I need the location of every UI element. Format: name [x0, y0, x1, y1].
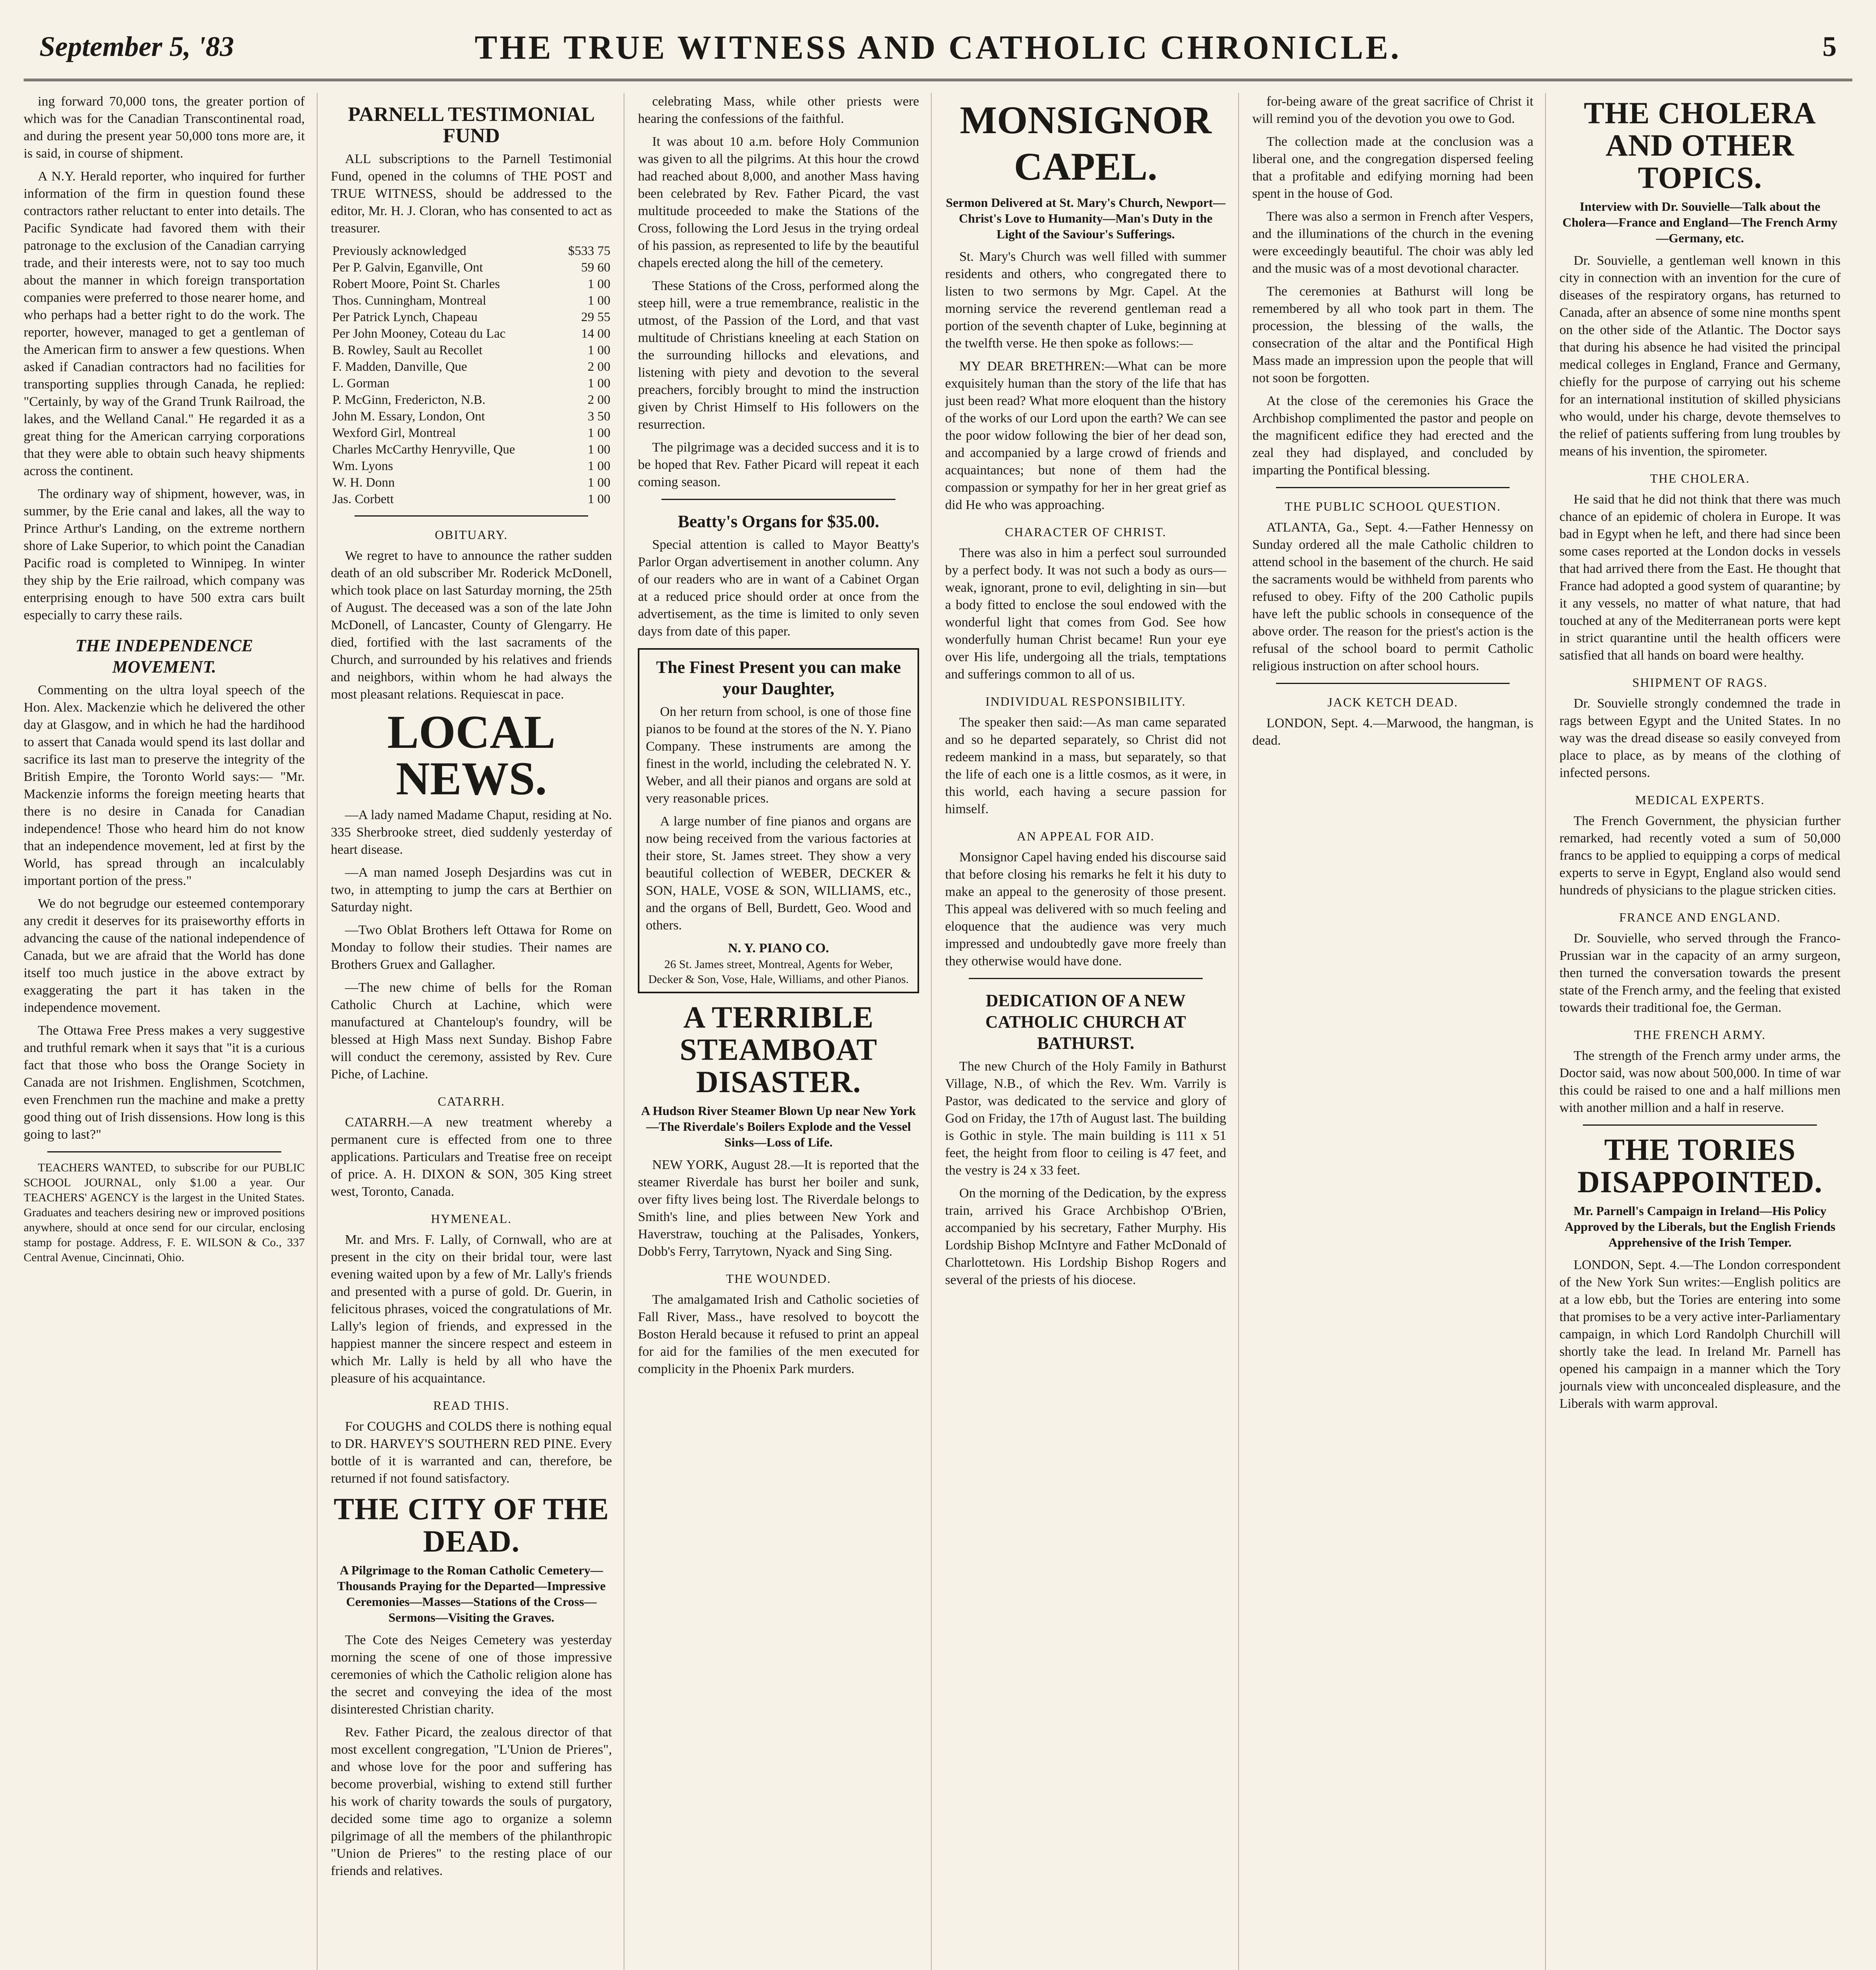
article-paragraph: The Ottawa Free Press makes a very suggestive and truthful remark when it says that "it is a curious fact that those who boss the Orange Society in Canada are not Irishmen. Englishmen, Scotchmen, even Frenchmen run the machine and make a pretty good thing out of Irish dissensions. How long is this going to last?" [24, 1023, 305, 1142]
article-paragraph: On her return from school, is one of those fine pianos to be found at the stores of the N. Y. Piano Company. These instruments are among the finest in the world, including the celebrated N. Y. Weber, and all their pianos and organs are sold at very reasonable prices. [646, 704, 912, 806]
subheading: INDIVIDUAL RESPONSIBILITY. [985, 694, 1186, 708]
article-paragraph: The amalgamated Irish and Catholic societies of Fall River, Mass., have resolved to boycott the Boston Herald because it refused to print an appeal for aid for the families of the men executed for complicity in the Phoenix Park murders. [638, 1292, 919, 1376]
dedication-heading: DEDICATION OF A NEW CATHOLIC CHURCH AT BATHURST. [985, 991, 1186, 1053]
subscription-amount: 3 50 [587, 409, 611, 424]
article-paragraph: LONDON, Sept. 4.—The London correspondent of the New York Sun writes:—English politics are at a low ebb, but the Tories are entering into some that promises to be a very active inter-Parliamentary campaign, in which Lord Randolph Churchill will shortly take the lead. In Ireland Mr. Parnell has opened his campaign in a manner which the Tory journals view with unconcealed displeasure, and the Liberals with warm approval. [1559, 1258, 1841, 1411]
ledger-row [331, 375, 612, 392]
article-paragraph: There was also in him a perfect soul surrounded by a perfect body. It was not such a body as ours—weak, ignorant, prone to evil, delighting in sin—but a body fitted to enclose the soul endowed with the wonderful light that comes from God. See how wonderfully human Christ became! Run your eye over His life, undergoing all the trials, temptations and sufferings common to all of us. [945, 546, 1226, 682]
catarrh-heading: CATARRH. [438, 1094, 505, 1108]
ledger-row [331, 342, 612, 359]
divider [1276, 487, 1510, 488]
obituary-heading: OBITUARY. [435, 528, 508, 542]
article-paragraph: —A man named Joseph Desjardins was cut in two, in attempting to jump the cars at Berthier on Saturday night. [331, 865, 612, 914]
article-paragraph: The ordinary way of shipment, however, was, in summer, by the Erie canal and lakes, all the way to Prince Arthur's Landing, on the extreme northern shore of Lake Superior, to which point the Canadian Pacific road is completed to Winnipeg. In winter they ship by the Erie railroad, which company was enterprising enough to have 500 extra cars built especially to carry these rails. [24, 487, 305, 623]
subscription-ledger [331, 243, 612, 507]
article-paragraph: Dr. Souvielle, a gentleman well known in this city in connection with an invention for the cure of diseases of the respiratory organs, has returned to Canada, after an absence of some nine months spent on the other side of the Atlantic. The Doctor says that during his absence he had visited the principal medical colleges in England, France and Germany, chiefly for the purpose of carrying out his scheme for an international institution of skilled physicians who would, under his charge, devote themselves to the relief of patients suffering from lung troubles by means of his invention, the spirometer. [1559, 253, 1841, 459]
subscriber-name: John M. Essary, London, Ont [332, 409, 485, 424]
article-paragraph: MY DEAR BRETHREN:—What can be more exquisitely human than the story of the life that has just been read? What more eloquent than the history of the works of our Lord upon the earth? We can see the poor widow following the bier of her dead son, and accompanied by a large crowd of friends and acquaintances; but none of them had the compassion or sympathy for her in her great grief as did He who was approaching. [945, 359, 1226, 512]
ledger-row [331, 259, 612, 276]
subscription-amount: 2 00 [587, 393, 611, 407]
city-of-dead-heading: THE CITY OF THE DEAD. [333, 1492, 609, 1558]
article-paragraph: —The new chime of bells for the Roman Catholic Church at Lachine, which were manufactured at Chanteloup's foundry, will be blessed at High Mass next Sunday. Bishop Fabre will conduct the ceremony, assisted by Rev. Cure Piche, of Lachine. [331, 980, 612, 1082]
article-paragraph: On the morning of the Dedication, by the express train, arrived his Grace Archbishop O'Brien, accompanied by his secretary, Father Murphy. His Lordship Bishop McIntyre and Father McDonald of Charlottetown. His Lordship Bishop Rogers and several of the priests of his diocese. [945, 1186, 1226, 1287]
article-paragraph: The new Church of the Holy Family in Bathurst Village, N.B., of which the Rev. Wm. Varrily is Pastor, was dedicated to the service and glory of God on Friday, the 17th of August last. The building is Gothic in style. The main building is 111 x 51 feet, the height from floor to ceiling is 47 feet, and the vestry is 24 x 33 feet. [945, 1059, 1226, 1178]
subheading: MEDICAL EXPERTS. [1635, 793, 1765, 807]
subscriber-name: Wm. Lyons [332, 459, 393, 473]
subheading: AN APPEAL FOR AID. [1017, 829, 1155, 843]
subscription-amount: 1 00 [587, 459, 611, 473]
ledger-row [331, 392, 612, 408]
subheading: CHARACTER OF CHRIST. [1005, 525, 1166, 539]
columns [24, 93, 1852, 1970]
subscription-amount: 1 00 [587, 442, 611, 457]
article-paragraph: The speaker then said:—As man came separated and so he departed separately, so Christ did not redeem mankind in a mass, but separately, so that the life of each one is a little cosmos, as it were, in this world, each having a secure passion for himself. [945, 715, 1226, 816]
article-paragraph: Monsignor Capel having ended his discourse said that before closing his remarks he felt it his duty to make an appeal to the generosity of those present. This appeal was delivered with so much feeling and eloquence that the audience was very much impressed and undoubtedly gave more freely than they otherwise would have done. [945, 850, 1226, 968]
article-paragraph: A large number of fine pianos and organs are now being received from the various factories at their store, St. James street. They show a very beautiful collection of WEBER, DECKER & SON, HALE, VOSE & SON, WILLIAMS, etc., and the organs of Bell, Burdett, Geo. Wood and others. [646, 814, 912, 933]
subscriber-name: Charles McCarthy Henryville, Que [332, 442, 515, 457]
subscription-amount: 1 00 [587, 376, 611, 390]
subheading: THE FRENCH ARMY. [1634, 1028, 1766, 1042]
divider [661, 499, 895, 500]
article-paragraph: We regret to have to announce the rather sudden death of an old subscriber Mr. Roderick McDonell, which took place on last Saturday morning, the 25th of August. The deceased was a son of the late John McDonell, of Lancaster, County of Glengarry. He died, fortified with the last sacraments of the Church, and surrounded by his relatives and friends and neighbors, within whom he had always the most pleasant relations. Requiescat in pace. [331, 548, 612, 702]
ledger-row [331, 408, 612, 425]
article-paragraph: Mr. and Mrs. F. Lally, of Cornwall, who are at present in the city on their bridal tour, were last evening waited upon by a few of Mr. Lally's friends and presented with a purse of gold. Dr. Guerin, in felicitous phrases, voiced the congratulations of Mr. Lally's legion of friends, and expressed in the happiest manner the sincere respect and esteem in which Mr. Lally is held by all who have the pleasure of his acquaintance. [331, 1232, 612, 1386]
subscriber-name: Per Patrick Lynch, Chapeau [332, 310, 478, 324]
subscription-amount: 1 00 [587, 277, 611, 291]
article-paragraph: There was also a sermon in French after Vespers, and the illuminations of the church in the evening were exceedingly beautiful. The choir was ably led and the music was of a most devotional character. [1252, 209, 1534, 276]
jack-ketch-heading: JACK KETCH DEAD. [1327, 695, 1458, 709]
local-news-heading: LOCAL NEWS. [387, 706, 555, 805]
column-3 [638, 93, 932, 1970]
divider [1583, 1124, 1817, 1126]
tories-deck: Mr. Parnell's Campaign in Ireland—His Policy Approved by the Liberals, but the English Friends Apprehensive of the Irish Temper. [1564, 1204, 1835, 1249]
tories-heading: THE TORIES DISAPPOINTED. [1577, 1132, 1823, 1199]
divider [47, 1151, 281, 1152]
article-paragraph: These Stations of the Cross, performed along the steep hill, were a true remembrance, realistic in the utmost, of the Passion of the Lord, and that vast multitude of Christians kneeling at each Station on the surrounding hillocks and elevations, and listening with piety and devotion to the several preachers, forcibly brought to mind the instruction given by Christ Himself to His followers on the resurrection. [638, 279, 919, 432]
subscription-amount: 29 55 [581, 310, 611, 324]
article-paragraph: The Cote des Neiges Cemetery was yesterday morning the scene of one of those impressive ceremonies of which the Catholic religion alone has the secret and conveying the idea of the most disinterested Christian charity. [331, 1633, 612, 1717]
article-paragraph: A N.Y. Herald reporter, who inquired for further information of the firm in question found these contractors rather reluctant to enter into details. The Pacific Syndicate had favored them with their patronage to the exclusion of the Canadian carrying trade, and their interests were, not to say too much about the manner in which foreign transportation companies were preferred to those nearer home, and who perhaps had a better right to do the work. The reporter, however, managed to get a gentleman of the American firm to answer a few questions. When asked if Canadian contractors had no facilities for transporting supplies through Canada, he replied: "Certainly, by way of the Grand Trunk Railroad, the lakes, and the Welland Canal." He regarded it as a great thing for the American carrying corporations that they were able to obtain such heavy shipments across the continent. [24, 169, 305, 478]
teachers-advertisement: TEACHERS WANTED, to subscribe for our PUBLIC SCHOOL JOURNAL, only $1.00 a year. Our TEACHERS' AGENCY is the largest in the United States. Graduates and teachers desiring new or improved positions anywhere, should at once send for our circular, enclosing stamp for postage. Address, F. E. WILSON & Co., 337 Central Avenue, Cincinnati, Ohio. [24, 1161, 305, 1264]
article-paragraph: ALL subscriptions to the Parnell Testimonial Fund, opened in the columns of THE POST and TRUE WITNESS, should be addressed to the editor, Mr. H. J. Cloran, who has consented to act as treasurer. [331, 152, 612, 236]
subscription-amount: 1 00 [587, 476, 611, 490]
subscription-amount: 14 00 [581, 327, 611, 341]
article-paragraph: LONDON, Sept. 4.—Marwood, the hangman, is dead. [1252, 716, 1534, 748]
article-paragraph: —Two Oblat Brothers left Ottawa for Rome on Monday to follow their studies. Their names are Brothers Gruex and Gallagher. [331, 923, 612, 972]
article-paragraph: ing forward 70,000 tons, the greater portion of which was for the Canadian Transcontinental road, and during the present year 50,000 tons more are, it is said, in course of shipment. [24, 94, 305, 161]
article-paragraph: St. Mary's Church was well filled with summer residents and others, who congregated there to listen to two sermons by Mgr. Capel. At the morning service the reverend gentleman read a portion of the seventh chapter of Luke, beginning at the twelfth verse. He then spoke as follows:— [945, 249, 1226, 351]
ledger-row [331, 474, 612, 491]
ledger-row [331, 276, 612, 292]
article-paragraph: The ceremonies at Bathurst will long be remembered by all who took part in them. The procession, the blessing of the walls, the consecration of the altar and the Pontifical High Mass made an impression upon the people that will not soon be forgotten. [1252, 284, 1534, 385]
subscription-amount: 1 00 [587, 294, 611, 308]
article-paragraph: Dr. Souvielle strongly condemned the trade in rags between Egypt and the United States. In no way was the dread disease so easily conveyed from place to place, as by means of the clothing of infected persons. [1559, 696, 1841, 780]
article-paragraph: We do not begrudge our esteemed contemporary any credit it deserves for its praiseworthy efforts in advancing the cause of the national independence of Canada, but we are afraid that the World has done itself too much justice in the above extract by exaggerating the part it has taken in the independence movement. [24, 896, 305, 1015]
article-paragraph: He said that he did not think that there was much chance of an epidemic of cholera in Europe. It was bad in Egypt when he left, and there had since been some cases reported at the London docks in vessels that had arrived there from the East. He thought that France had adopted a good system of quarantine; by it any vessels, no matter of what nature, that had touched at any of the Mediterranean ports were kept in strict quarantine until the health officers were satisfied that all hands on board were healthy. [1559, 492, 1841, 663]
divider [969, 978, 1203, 979]
page-number: 5 [1822, 31, 1837, 62]
ledger-row [331, 309, 612, 325]
article-paragraph: NEW YORK, August 28.—It is reported that the steamer Riverdale has burst her boiler and sunk, over fifty lives being lost. The Riverdale belongs to Smith's line, and plies between New York and Haverstraw, touching at the Palisades, Yonkers, Dobb's Ferry, Tarrytown, Nyack and Sing Sing. [638, 1158, 919, 1259]
subscription-amount: 1 00 [587, 492, 611, 506]
subscriber-name: P. McGinn, Fredericton, N.B. [332, 393, 486, 407]
section-heading: THE INDEPENDENCE MOVEMENT. [75, 636, 253, 676]
subscription-amount: 59 60 [581, 260, 611, 275]
article-paragraph: For COUGHS and COLDS there is nothing equal to DR. HARVEY'S SOUTHERN RED PINE. Every bottle of it is warranted and can, therefore, be returned if not found satisfactory. [331, 1419, 612, 1486]
subscription-amount: 1 00 [587, 343, 611, 357]
article-paragraph: At the close of the ceremonies his Grace the Archbishop complimented the pastor and people on the magnificent edifice they had erected and the zeal they had displayed, and concluded by imparting the Pontifical blessing. [1252, 394, 1534, 478]
public-school-heading: THE PUBLIC SCHOOL QUESTION. [1285, 499, 1501, 513]
article-paragraph: ATLANTA, Ga., Sept. 4.—Father Hennessy on Sunday ordered all the male Catholic children to attend school in the basement of the church. He said the sacraments would be withheld from parents who refused to obey. Fifty of the 200 Catholic pupils have left the public schools in consequence of the above order. The reason for the priest's action is the refusal of the school board to permit Catholic religious instruction on after school hours. [1252, 520, 1534, 673]
article-paragraph: Rev. Father Picard, the zealous director of that most excellent congregation, "L'Union de Prieres", and whose love for the poor and suffering has become proverbial, wishing to extend still further his work of charity towards the souls of purgatory, decided some time ago to organize a solemn pilgrimage of all the members of the philanthropic "Union de Prieres" to the resting place of our friends and relatives. [331, 1725, 612, 1878]
article-paragraph: The French Government, the physician further remarked, had recently voted a sum of 50,000 francs to be applied to equipping a corps of medical experts to serve in Egypt, England also would send hundreds of physicians to the plague stricken cities. [1559, 814, 1841, 898]
subscriber-name: Robert Moore, Point St. Charles [332, 277, 500, 291]
article-paragraph: Special attention is called to Mayor Beatty's Parlor Organ advertisement in another column. Any of our readers who are in want of a Cabinet Organ at a reduced price should order at once from the advertisement, as the time is limited to only seven days from date of this paper. [638, 537, 919, 639]
column-5 [1252, 93, 1546, 1970]
article-paragraph: celebrating Mass, while other priests were hearing the confessions of the faithful. [638, 94, 919, 126]
masthead [24, 16, 1852, 81]
article-paragraph: for-being aware of the great sacrifice of Christ it will remind you of the devotion you owe to God. [1252, 94, 1534, 126]
article-paragraph: CATARRH.—A new treatment whereby a permanent cure is effected from one to three applications. Particulars and Treatise free on receipt of price. A. H. DIXON & SON, 305 King street west, Toronto, Canada. [331, 1115, 612, 1199]
subscriber-name: W. H. Donn [332, 476, 395, 490]
piano-company-name: N. Y. PIANO CO. [728, 941, 829, 955]
column-1 [24, 93, 318, 1970]
subscriber-name: Previously acknowledged [332, 244, 466, 258]
finest-present-heading: The Finest Present you can make your Daughter, [656, 658, 901, 698]
cholera-deck: Interview with Dr. Souvielle—Talk about the Cholera—France and England—The French Army—Germany, etc. [1562, 199, 1838, 245]
hymeneal-heading: HYMENEAL. [431, 1212, 512, 1226]
subscriber-name: Per P. Galvin, Eganville, Ont [332, 260, 483, 275]
subscriber-name: L. Gorman [332, 376, 390, 390]
ledger-row [331, 458, 612, 474]
subheading: THE CHOLERA. [1650, 471, 1750, 485]
ledger-row [331, 491, 612, 507]
monsignor-capel-deck: Sermon Delivered at St. Mary's Church, Newport—Christ's Love to Humanity—Man's Duty in the Light of the Saviour's Sufferings. [945, 195, 1226, 241]
newspaper-title: THE TRUE WITNESS AND CATHOLIC CHRONICLE. [474, 28, 1402, 66]
divider [355, 515, 589, 517]
subscription-amount: 2 00 [587, 360, 611, 374]
column-2 [331, 93, 625, 1970]
read-this-heading: READ THIS. [433, 1398, 510, 1412]
article-paragraph: —A lady named Madame Chaput, residing at No. 335 Sherbrooke street, died suddenly yesterday of heart disease. [331, 808, 612, 857]
steamboat-disaster-deck: A Hudson River Steamer Blown Up near New York—The Riverdale's Boilers Explode and the Vessel Sinks—Loss of Life. [641, 1104, 916, 1149]
ledger-row [331, 425, 612, 441]
ledger-row [331, 441, 612, 458]
subscription-amount: 1 00 [587, 426, 611, 440]
piano-advertisement [638, 648, 919, 993]
subscriber-name: F. Madden, Danville, Que [332, 360, 467, 374]
subscriber-name: B. Rowley, Sault au Recollet [332, 343, 483, 357]
column-6 [1559, 93, 1852, 1970]
steamboat-disaster-heading: A TERRIBLE STEAMBOAT DISASTER. [680, 1000, 877, 1099]
beatty-organs-heading: Beatty's Organs for $35.00. [678, 512, 879, 531]
article-paragraph: It was about 10 a.m. before Holy Communion was given to all the pilgrims. At this hour the crowd had reached about 8,000, and another Mass having been celebrated by Rev. Father Picard, the vast multitude proceeded to make the Stations of the Cross, following the Lord Jesus in the trying ordeal of his passion, as represented to life by the beautiful chapels erected along the hill of the cemetery. [638, 134, 919, 270]
subscriber-name: Jas. Corbett [332, 492, 394, 506]
issue-date: September 5, '83 [39, 31, 234, 62]
parnell-fund-title: PARNELL TESTIMONIAL FUND [348, 103, 595, 147]
monsignor-capel-heading: MONSIGNOR CAPEL. [960, 98, 1212, 188]
subheading: SHIPMENT OF RAGS. [1632, 675, 1768, 690]
divider [1276, 683, 1510, 684]
city-of-dead-deck: A Pilgrimage to the Roman Catholic Cemetery—Thousands Praying for the Departed—Impressive Ceremonies—Masses—Stations of the Cross—Sermons—Visiting the Graves. [337, 1563, 606, 1624]
subscriber-name: Thos. Cunningham, Montreal [332, 294, 487, 308]
ledger-row [331, 292, 612, 309]
article-paragraph: The pilgrimage was a decided success and it is to be hoped that Rev. Father Picard will repeat it each coming season. [638, 440, 919, 489]
subscriber-name: Wexford Girl, Montreal [332, 426, 456, 440]
subscriber-name: Per John Mooney, Coteau du Lac [332, 327, 506, 341]
article-paragraph: Dr. Souvielle, who served through the Franco-Prussian war in the capacity of an army surgeon, then turned the conversation towards the present state of the French army, and the feeling that existed towards their traditional foe, the German. [1559, 931, 1841, 1015]
article-paragraph: The strength of the French army under arms, the Doctor said, was now about 500,000. In time of war this could be raised to one and a half millions men with another million and a half in reserve. [1559, 1048, 1841, 1115]
ledger-row [331, 359, 612, 375]
subheading: FRANCE AND ENGLAND. [1619, 910, 1781, 924]
column-4 [945, 93, 1239, 1970]
ledger-row [331, 243, 612, 259]
wounded-subheading: THE WOUNDED. [726, 1271, 831, 1286]
ledger-row [331, 325, 612, 342]
cholera-heading: THE CHOLERA AND OTHER TOPICS. [1584, 96, 1816, 195]
subscription-amount: $533 75 [568, 244, 611, 258]
article-paragraph: Commenting on the ultra loyal speech of the Hon. Alex. Mackenzie which he delivered the other day at Glasgow, and in which he had the hardihood to assert that Canada would spend its last dollar and sacrifice its last man to preserve the integrity of the British Empire, the Toronto World says:— "Mr. Mackenzie informs the foreign meeting hearts that there is no desire in Canada for Canadian independence! Those who heard him do not know that an independence movement, led at first by the World, has spread through an incalculably important portion of the press." [24, 683, 305, 888]
article-paragraph: The collection made at the conclusion was a liberal one, and the congregation dispersed feeling that a profitable and edifying morning had been spent in the house of God. [1252, 134, 1534, 201]
piano-company-address: 26 St. James street, Montreal, Agents for Weber, Decker & Son, Vose, Hale, Williams, and other Pianos. [648, 958, 909, 986]
